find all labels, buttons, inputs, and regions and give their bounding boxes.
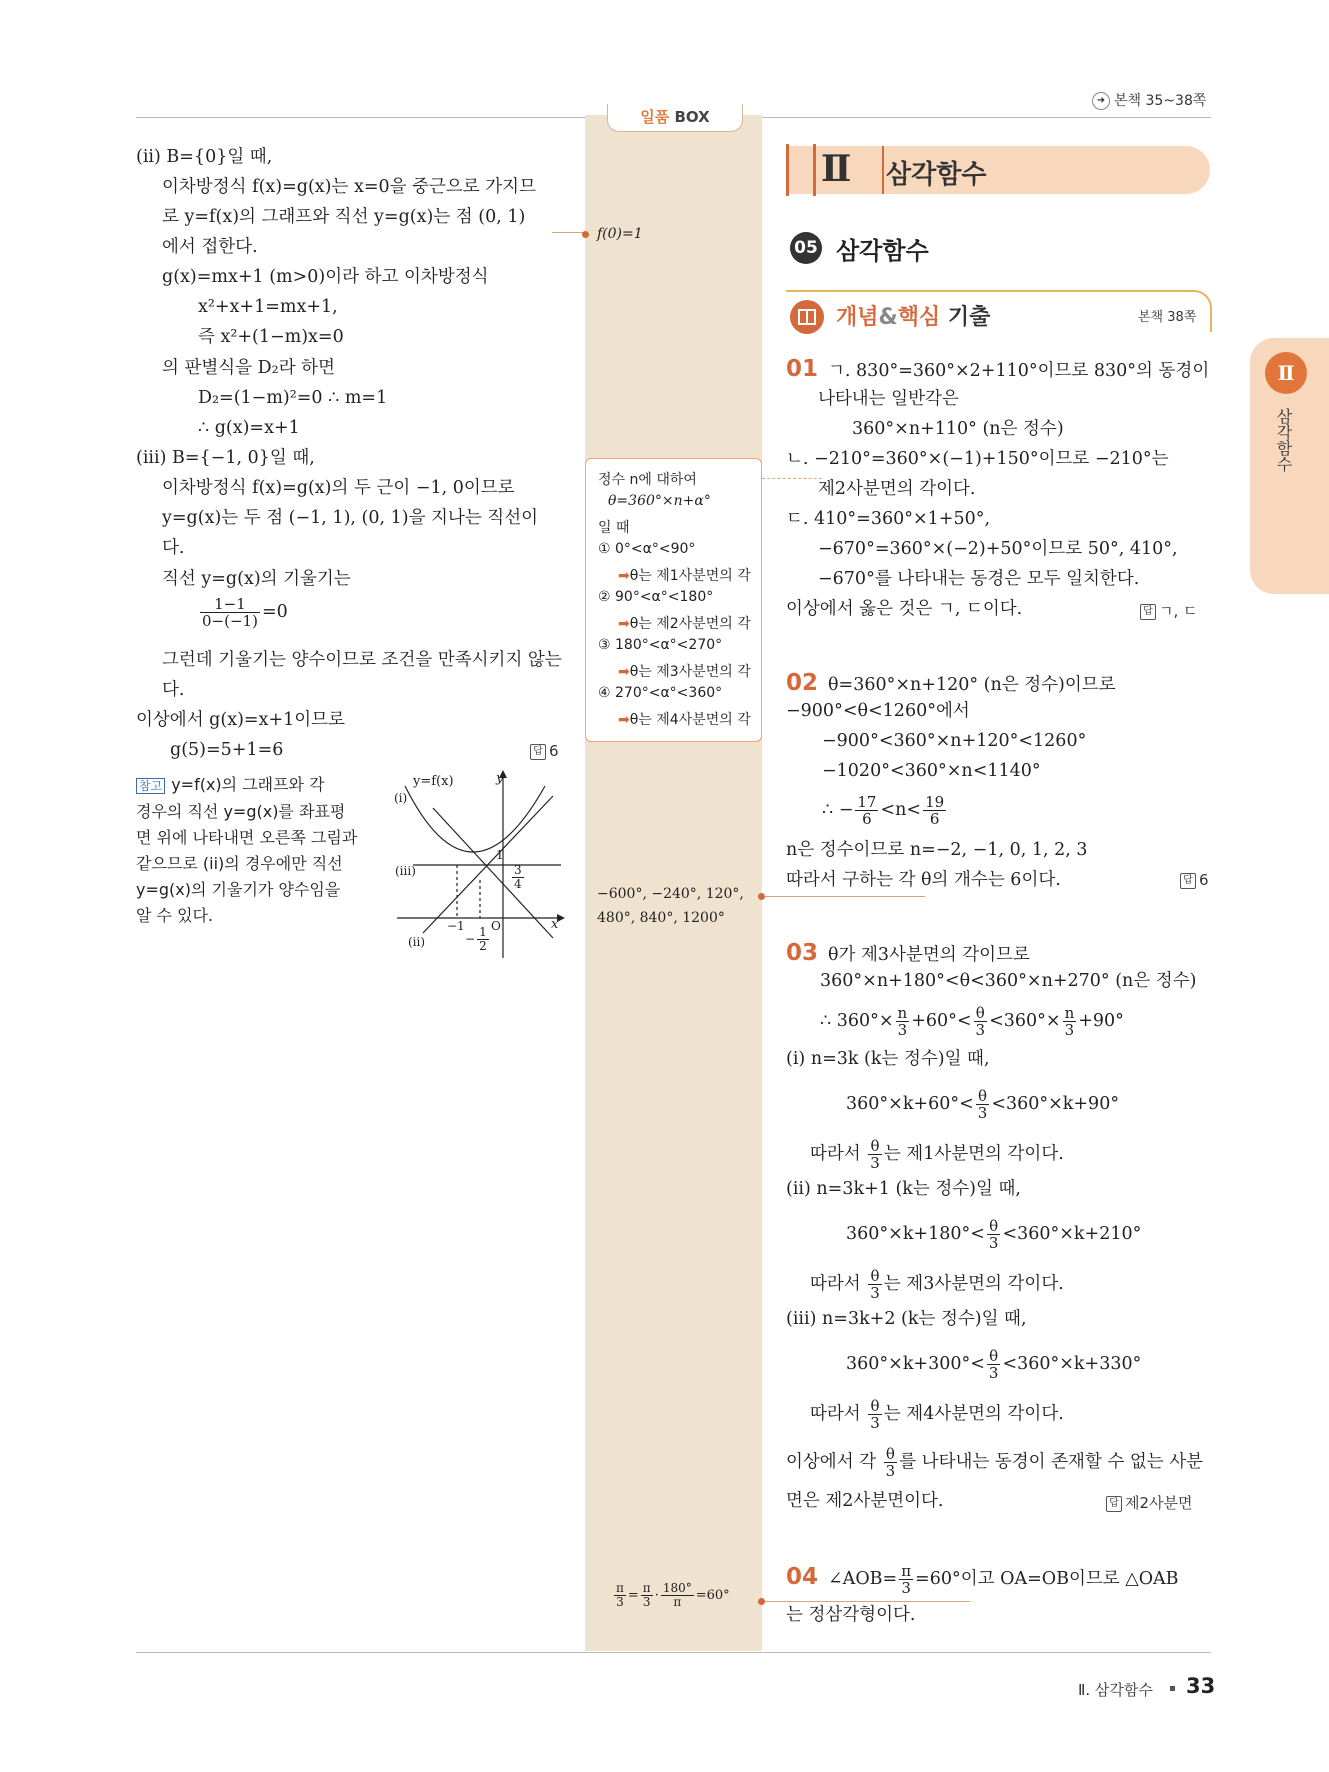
book-icon: [790, 300, 824, 334]
leader-line: [762, 478, 822, 480]
section-number: 05: [790, 232, 822, 264]
leader-dot: [758, 893, 765, 900]
text-line: g(5)=5+1=6: [170, 740, 284, 760]
case-ii-label: (ii): [408, 935, 426, 949]
q02-line: −900°<θ<1260°에서: [786, 701, 970, 721]
q01-number: 01: [786, 356, 819, 382]
text-line: 로 y=f(x)의 그래프와 직선 y=g(x)는 점 (0, 1): [162, 207, 526, 227]
case-iii-label: (iii): [395, 864, 416, 878]
footer-separator: [1170, 1686, 1175, 1691]
box-note-angles: −600°, −240°, 120°,: [597, 886, 744, 902]
chapter-divider: [882, 146, 884, 194]
q02-line: −900°<360°×n+120°<1260°: [822, 731, 1087, 751]
q04-line: 는 정삼각형이다.: [786, 1605, 916, 1625]
leader-line: [765, 1601, 970, 1602]
tick-neg-one: −1: [447, 919, 465, 933]
answer-q02: 답 6: [1180, 871, 1209, 889]
text-line: (ii) B={0}일 때,: [136, 147, 273, 167]
text-line: (iii) B={−1, 0}일 때,: [136, 448, 315, 468]
footer-rule: [136, 1652, 1211, 1653]
leader-line: [765, 896, 925, 897]
leader-dot: [758, 1598, 765, 1605]
text-line: 다.: [162, 680, 185, 700]
chapter-title: 삼각함수: [886, 160, 987, 190]
tick-three-quarters: $\frac{3}{4}$: [514, 863, 522, 891]
q03-line: (iii) n=3k+2 (k는 정수)일 때,: [786, 1309, 1027, 1329]
chapter-numeral-badge: Ⅱ: [1265, 352, 1307, 394]
q03-line: 면은 제2사분면이다.: [786, 1491, 944, 1511]
q03-line: (i) n=3k (k는 정수)일 때,: [786, 1049, 990, 1069]
q02-line: ∴ − $\frac{17}{6}$ <n< $\frac{19}{6}$: [822, 793, 945, 828]
slope-fraction: $\frac{1-1}{0-(-1)}$ =0: [202, 595, 288, 630]
origin-label: O: [491, 919, 501, 933]
text-line: x²+x+1=mx+1,: [198, 297, 338, 317]
box-note-f0: f(0)=1: [597, 226, 643, 242]
quadrant-rule-box: 정수 n에 대하여 θ=360°×n+α° 일 때 ① 0°<α°<90° ➡θ는 제1사분면의 각 ② 90°<α°<180° ➡θ는 제2사분면의 각 ③ 180°<α°<270° ➡θ는 제3사분면의 각 ④ 270°<α°<360° ➡θ는 제4사분면의 각: [585, 458, 762, 742]
answer-icon: 답: [1180, 873, 1196, 889]
answer-q03: 답 제2사분면: [1106, 1492, 1193, 1513]
concept-page-ref: 본책 38쪽: [1138, 310, 1197, 325]
tick-neg-half: − $\frac{1}{2}$: [465, 925, 487, 953]
answer-icon: 답: [530, 744, 546, 760]
note-tag: 참고: [136, 778, 165, 794]
text-line: 그런데 기울기는 양수이므로 조건을 만족시키지 않는: [162, 650, 562, 670]
q01-line: 01 ㄱ. 830°=360°×2+110°이므로 830°의 동경이: [786, 356, 1210, 382]
q03-line: 03 θ가 제3사분면의 각이므로: [786, 940, 1030, 966]
page-number: 33: [1186, 1674, 1216, 1698]
arrow-icon: ➡: [618, 664, 630, 680]
q01-line: 360°×n+110° (n은 정수): [852, 419, 1064, 439]
box-note-angles: 480°, 840°, 1200°: [597, 910, 725, 926]
q03-line: 360°×k+60°< $\frac{\theta}{3}$ <360°×k+90°: [846, 1087, 1120, 1122]
text-line: 즉 x²+(1−m)x=0: [198, 327, 344, 347]
q01-line: 제2사분면의 각이다.: [818, 479, 976, 499]
q02-line: 02 θ=360°×n+120° (n은 정수)이므로: [786, 670, 1116, 696]
text-line: 에서 접한다.: [162, 237, 258, 257]
arrow-icon: ➡: [618, 616, 630, 632]
curve-label: y=f(x): [413, 774, 454, 789]
q01-line: ㄴ. −210°=360°×(−1)+150°이므로 −210°는: [786, 449, 1169, 469]
tick-one: 1: [496, 848, 504, 862]
footer-chapter: Ⅱ. 삼각함수: [1078, 1681, 1153, 1699]
side-tab-label: 삼각함수: [1274, 408, 1293, 472]
text-line: g(x)=mx+1 (m>0)이라 하고 이차방정식: [162, 267, 489, 287]
q03-line: 따라서 $\frac{\theta}{3}$ 는 제4사분면의 각이다.: [810, 1397, 1064, 1432]
leader-dot: [582, 231, 589, 238]
box-column: [585, 115, 762, 1651]
answer-icon: 답: [1140, 604, 1156, 620]
q01-line: 이상에서 옳은 것은 ㄱ, ㄷ이다.: [786, 599, 1023, 619]
q03-line: 360°×n+180°<θ<360°×n+270° (n은 정수): [820, 971, 1197, 991]
concept-heading: 개념&핵심 기출: [836, 305, 991, 330]
reference-note: 참고 y=f(x)의 그래프와 각 경우의 직선 y=g(x)를 좌표평 면 위에 나타내면 오른쪽 그림과 같으므로 (ii)의 경우에만 직선 y=g(x)의 기울기가 양수임을 알 수 있다.: [136, 775, 358, 925]
q03-line: 360°×k+180°< $\frac{\theta}{3}$ <360°×k+210°: [846, 1217, 1142, 1252]
q03-line: (ii) n=3k+1 (k는 정수)일 때,: [786, 1179, 1021, 1199]
x-axis-label: x: [551, 917, 559, 932]
arrow-icon: ➜: [1092, 92, 1110, 110]
text-line: ∴ g(x)=x+1: [198, 418, 300, 438]
q02-line: −1020°<360°×n<1140°: [822, 761, 1041, 781]
q02-line: 따라서 구하는 각 θ의 개수는 6이다.: [786, 870, 1061, 890]
chapter-banner: [786, 146, 1210, 194]
arrow-icon: ➡: [618, 712, 630, 728]
text-line: D₂=(1−m)²=0 ∴ m=1: [198, 388, 388, 408]
q03-line: 따라서 $\frac{\theta}{3}$ 는 제3사분면의 각이다.: [810, 1267, 1064, 1302]
q03-line: 360°×k+300°< $\frac{\theta}{3}$ <360°×k+330°: [846, 1347, 1142, 1382]
text-line: 직선 y=g(x)의 기울기는: [162, 569, 351, 589]
text-line: 의 판별식을 D₂라 하면: [162, 358, 335, 378]
case-i-label: (i): [394, 791, 408, 805]
q02-line: n은 정수이므로 n=−2, −1, 0, 1, 2, 3: [786, 840, 1088, 860]
q03-line: 따라서 $\frac{\theta}{3}$ 는 제1사분면의 각이다.: [810, 1137, 1064, 1172]
text-line: 이차방정식 f(x)=g(x)의 두 근이 −1, 0이므로: [162, 478, 515, 498]
section-title: 삼각함수: [836, 237, 929, 265]
q01-line: 나타내는 일반각은: [818, 389, 959, 409]
q01-line: −670°=360°×(−2)+50°이므로 50°, 410°,: [818, 539, 1178, 559]
text-line: 이상에서 g(x)=x+1이므로: [136, 710, 345, 730]
book-reference: ➜ 본책 35~38쪽: [1092, 90, 1206, 110]
chapter-numeral: Ⅱ: [821, 148, 852, 190]
box-note-radian: $\frac{\pi}{3}$ = $\frac{\pi}{3}$ · $\frac{180^\circ}{\pi}$ =60°: [616, 1581, 730, 1609]
y-axis-label: y: [496, 771, 504, 786]
q01-line: −670°를 나타내는 동경은 모두 일치한다.: [818, 569, 1140, 589]
answer-6: 답 6: [530, 742, 559, 760]
q04-line: 04 ∠AOB= $\frac{\pi}{3}$ =60°이고 OA=OB이므로 △OAB: [786, 1562, 1179, 1597]
arrow-icon: ➡: [618, 568, 630, 584]
text-line: 이차방정식 f(x)=g(x)는 x=0을 중근으로 가지므: [162, 177, 536, 197]
text-line: y=g(x)는 두 점 (−1, 1), (0, 1)을 지나는 직선이: [162, 508, 539, 528]
q03-line: 이상에서 각 $\frac{\theta}{3}$ 를 나타내는 동경이 존재할 수 없는 사분: [786, 1445, 1204, 1480]
answer-q01: 답 ㄱ, ㄷ: [1140, 600, 1198, 621]
box-tab: 일품 BOX: [607, 104, 743, 132]
q01-line: ㄷ. 410°=360°×1+50°,: [786, 509, 991, 529]
text-line: 다.: [162, 538, 185, 558]
answer-icon: 답: [1106, 1496, 1122, 1512]
q03-line: ∴ 360°× $\frac{n}{3}$ +60°< $\frac{\theta}{3}$ <360°× $\frac{n}{3}$ +90°: [820, 1004, 1124, 1039]
leader-line: [552, 232, 586, 233]
